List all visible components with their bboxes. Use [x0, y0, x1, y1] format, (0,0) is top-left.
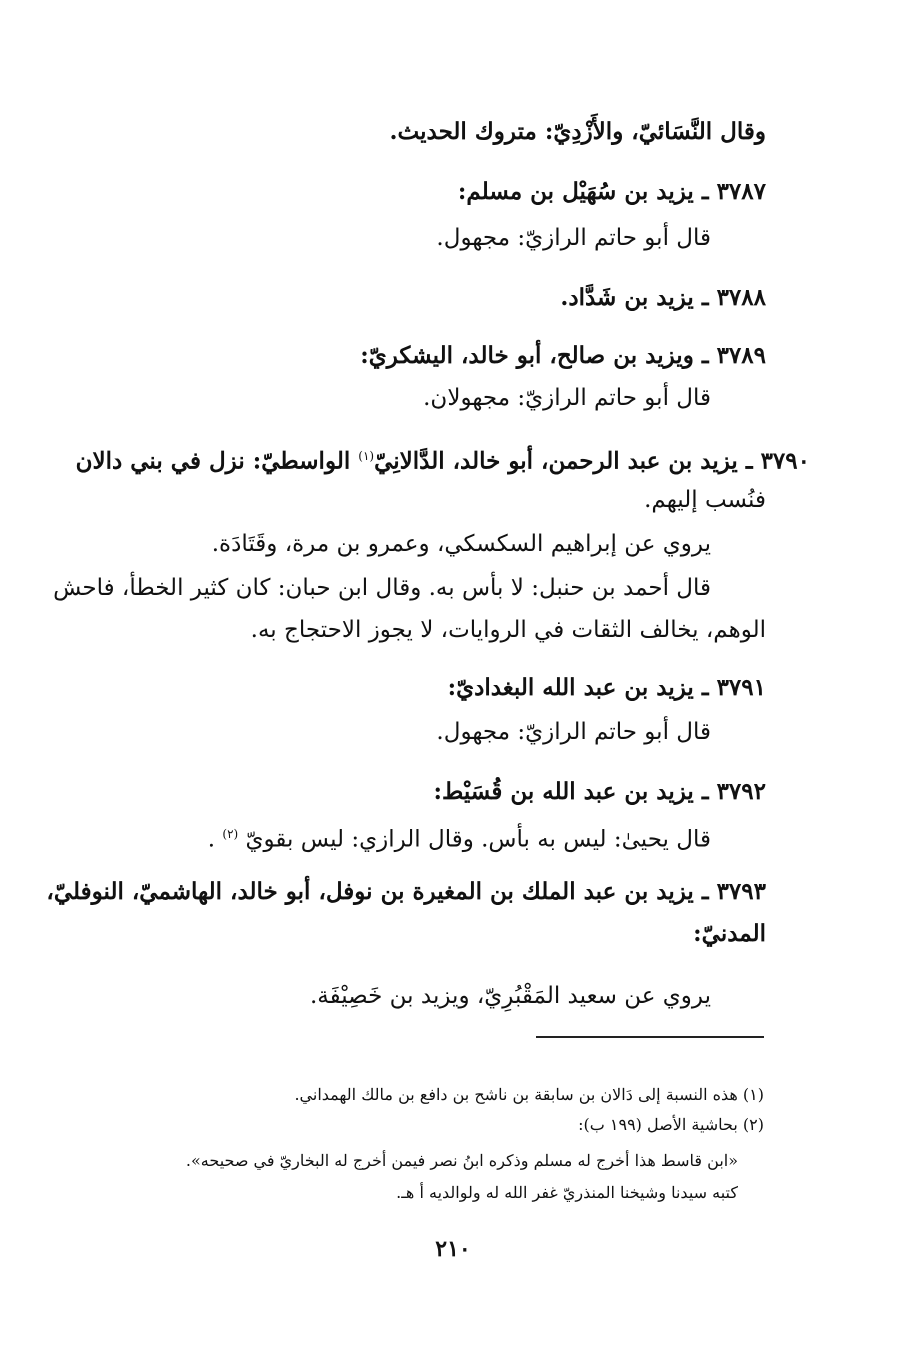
body-text: قال يحيىٰ: ليس به بأس. وقال الرازي: ليس بقويّ	[238, 826, 711, 853]
footnote-text: كتبه سيدنا وشيخنا المنذريّ غفر الله له ولوالديه أ هـ.	[396, 1183, 738, 1202]
page-number: ٢١٠	[435, 1236, 471, 1262]
entry-3793-body	[40, 978, 711, 1014]
body-text: فنُسب إليهم.	[644, 487, 766, 513]
entry-3787-body	[40, 220, 711, 256]
entry-3788-heading	[40, 280, 766, 316]
body-text-end: .	[207, 826, 223, 853]
entry-3790-heading	[40, 438, 810, 480]
heading-text: ٣٧٩٢ ـ يزيد بن عبد الله بن قُسَيْط:	[433, 778, 766, 805]
heading-text-rest: الواسطيّ: نزل في بني دالان	[75, 447, 359, 475]
line-text: وقال النَّسَائيّ، والأَزْدِيّ: متروك الحديث.	[389, 118, 766, 145]
footnote-text: (١) هذه النسبة إلى دَالان بن سابقة بن ناشح بن دافع بن مالك الهمداني.	[294, 1085, 764, 1104]
body-text: قال أبو حاتم الرازيّ: مجهولان.	[423, 385, 711, 411]
entry-3790-body-3	[40, 612, 766, 648]
body-text: الوهم، يخالف الثقات في الروايات، لا يجوز الاحتجاج به.	[250, 617, 766, 643]
heading-text: ٣٧٩١ ـ يزيد بن عبد الله البغداديّ:	[447, 674, 766, 701]
heading-text: ٣٧٨٩ ـ ويزيد بن صالح، أبو خالد، اليشكريّ:	[360, 342, 766, 369]
entry-3792-heading	[40, 774, 766, 810]
entry-3791-heading	[40, 670, 766, 706]
heading-text: المدنيّ:	[693, 920, 766, 947]
heading-text: ٣٧٩٣ ـ يزيد بن عبد الملك بن المغيرة بن نوفل، أبو خالد، الهاشميّ، النوفليّ،	[46, 878, 766, 905]
entry-3792-body	[40, 816, 711, 858]
entry-3790-cont	[40, 482, 766, 518]
footnote-separator	[536, 1036, 764, 1038]
footnote-text: «ابن قاسط هذا أخرج له مسلم وذكره ابنُ نصر فيمن أخرج له البخاريّ في صحيحه».	[185, 1151, 738, 1170]
heading-text: ٣٧٩٠ ـ يزيد بن عبد الرحمن، أبو خالد، الدَّالانِيّ	[374, 447, 810, 475]
footnote-2-quote	[60, 1148, 738, 1174]
entry-3787-heading	[40, 174, 766, 210]
body-text: يروي عن سعيد المَقْبُرِيّ، ويزيد بن خَصِيْفَة.	[309, 983, 711, 1009]
text-line	[40, 114, 766, 150]
entry-3793-cont	[40, 916, 766, 952]
body-text: قال أبو حاتم الرازيّ: مجهول.	[436, 719, 711, 745]
entry-3793-heading	[40, 874, 766, 910]
entry-3790-body-2	[40, 570, 711, 606]
footnote-ref: (٢)	[222, 827, 239, 841]
footnote-ref: (١)	[358, 449, 375, 463]
body-text: قال أحمد بن حنبل: لا بأس به. وقال ابن حبان: كان كثير الخطأ، فاحش	[53, 575, 711, 601]
body-text: يروي عن إبراهيم السكسكي، وعمرو بن مرة، وقَتَادَة.	[211, 531, 711, 557]
heading-text: ٣٧٨٧ ـ يزيد بن سُهَيْل بن مسلم:	[457, 178, 766, 205]
footnote-2-signature	[60, 1180, 738, 1206]
footnote-text: (٢) بحاشية الأصل (١٩٩ ب):	[578, 1115, 764, 1134]
entry-3790-body-1	[40, 526, 711, 562]
body-text: قال أبو حاتم الرازيّ: مجهول.	[436, 225, 711, 251]
footnote-1	[60, 1082, 764, 1108]
footnote-2	[60, 1112, 764, 1138]
heading-text: ٣٧٨٨ ـ يزيد بن شَدَّاد.	[560, 284, 766, 311]
entry-3789-body	[40, 380, 711, 416]
entry-3789-heading	[40, 338, 766, 374]
entry-3791-body	[40, 714, 711, 750]
